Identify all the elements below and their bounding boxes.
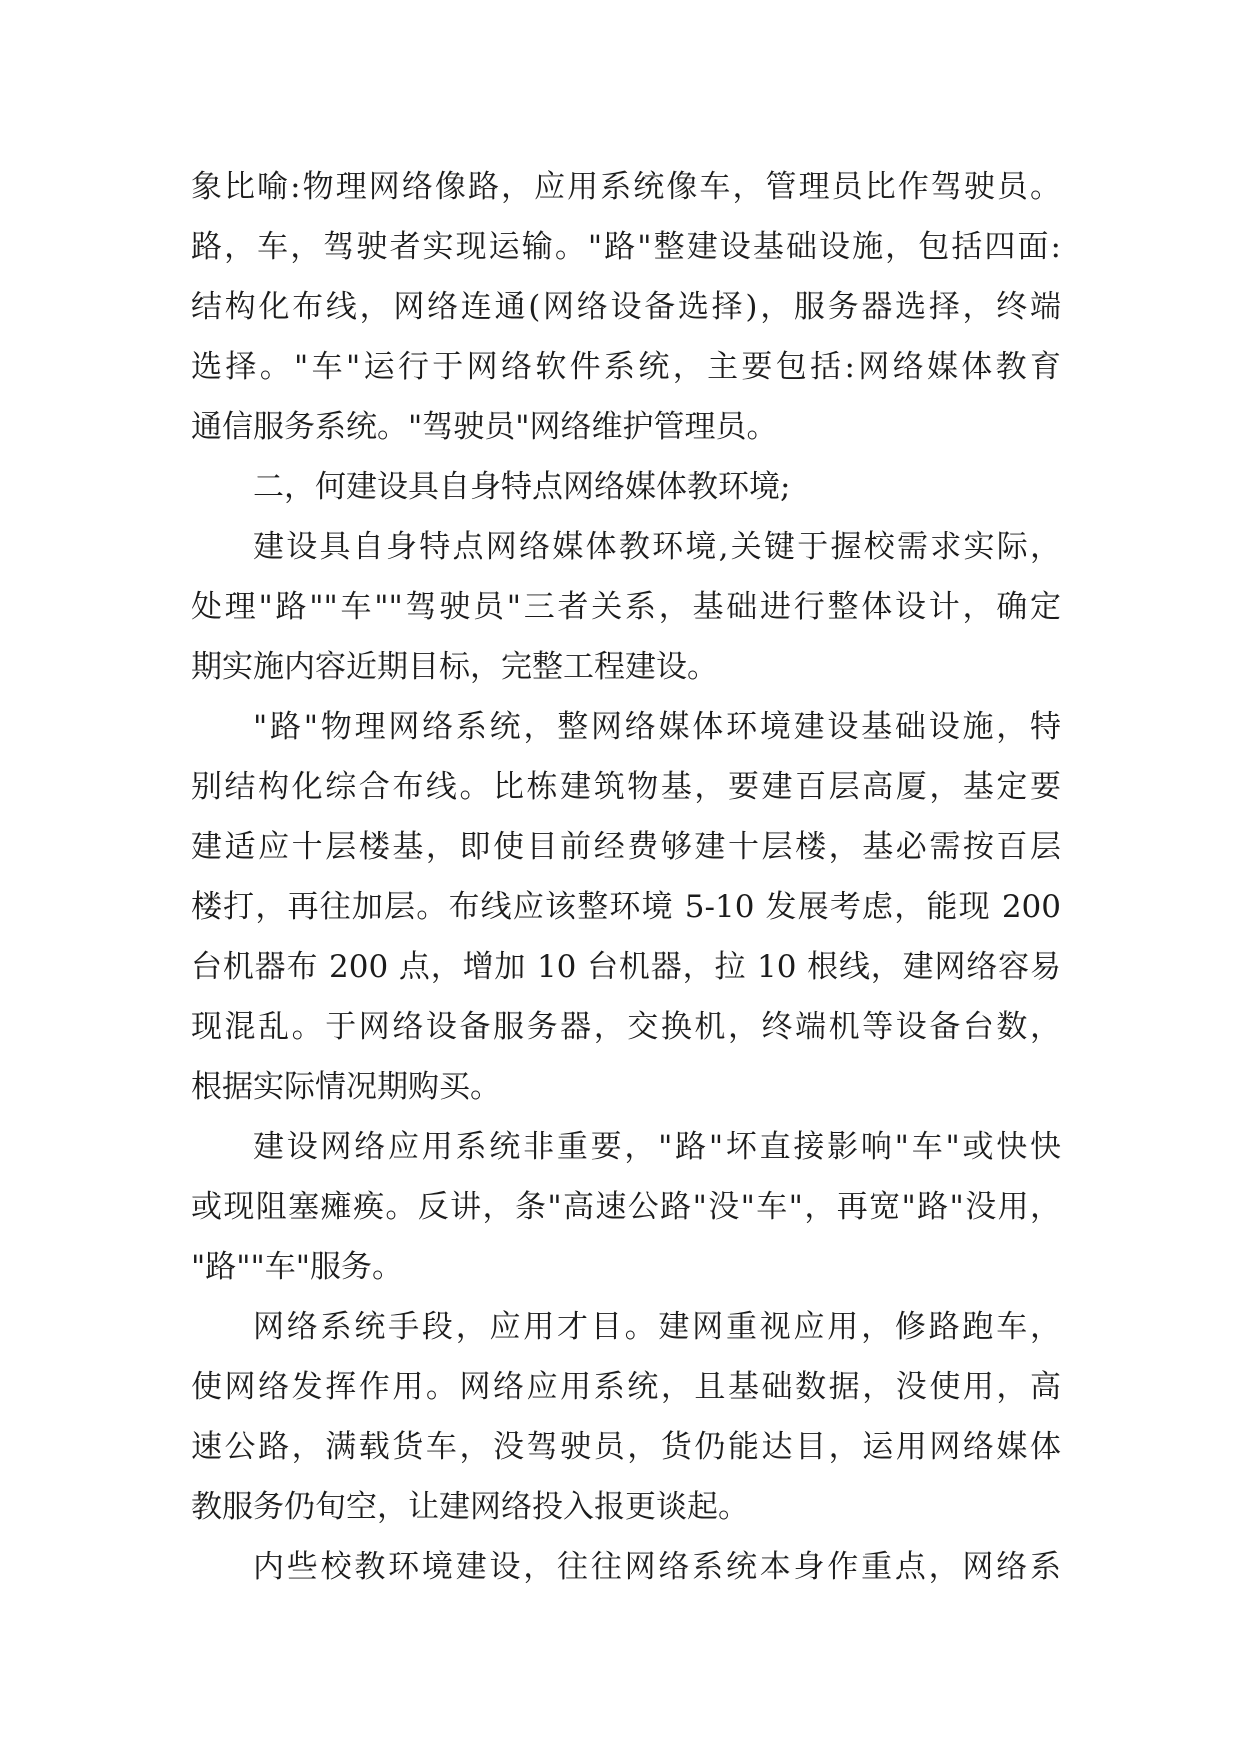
text-line: 结构化布线，网络连通(网络设备选择)，服务器选择，终端	[191, 289, 1061, 325]
text-line: 根据实际情况期购买。	[191, 1069, 501, 1105]
text-line: 建适应十层楼基，即使目前经费够建十层楼，基必需按百层	[191, 829, 1061, 865]
text-line: 建设具自身特点网络媒体教环境,关键于握校需求实际，	[253, 529, 1061, 565]
text-line: 选择。"车"运行于网络软件系统，主要包括:网络媒体教育	[191, 349, 1061, 385]
text-line: 台机器布 200 点，增加 10 台机器，拉 10 根线，建网络容易	[191, 949, 1061, 985]
text-line: 速公路，满载货车，没驾驶员，货仍能达目，运用网络媒体	[191, 1429, 1061, 1465]
paragraph	[191, 1117, 1061, 1297]
text-line: 处理"路""车""驾驶员"三者关系，基础进行整体设计，确定	[191, 589, 1061, 625]
text-line: 现混乱。于网络设备服务器，交换机，终端机等设备台数，	[191, 1009, 1061, 1045]
text-line: 别结构化综合布线。比栋建筑物基，要建百层高厦，基定要	[191, 769, 1061, 805]
text-line: 象比喻:物理网络像路，应用系统像车，管理员比作驾驶员。	[191, 169, 1061, 205]
text-line: 使网络发挥作用。网络应用系统，且基础数据，没使用，高	[191, 1369, 1061, 1405]
text-line: 教服务仍旬空，让建网络投入报更谈起。	[191, 1489, 749, 1525]
text-line: 二，何建设具自身特点网络媒体教环境;	[253, 469, 791, 505]
paragraph	[191, 517, 1061, 697]
text-line: 期实施内容近期目标，完整工程建设。	[191, 649, 718, 685]
text-line: 楼打，再往加层。布线应该整环境 5-10 发展考虑，能现 200	[191, 889, 1061, 925]
document-body	[191, 157, 1061, 1597]
text-line: 或现阻塞瘫痪。反讲，条"高速公路"没"车"，再宽"路"没用，	[191, 1189, 1061, 1225]
text-line: 网络系统手段，应用才目。建网重视应用，修路跑车，	[253, 1309, 1061, 1345]
text-line: 建设网络应用系统非重要，"路"坏直接影响"车"或快快	[253, 1129, 1061, 1165]
paragraph	[191, 157, 1061, 457]
text-line: 路，车，驾驶者实现运输。"路"整建设基础设施，包括四面:	[191, 229, 1061, 265]
section-heading	[191, 457, 1061, 517]
text-line: 内些校教环境建设，往往网络系统本身作重点，网络系	[253, 1549, 1061, 1585]
paragraph	[191, 1537, 1061, 1597]
text-line: 通信服务系统。"驾驶员"网络维护管理员。	[191, 409, 778, 445]
text-line: "路"物理网络系统，整网络媒体环境建设基础设施，特	[253, 709, 1061, 745]
paragraph	[191, 697, 1061, 1117]
paragraph	[191, 1297, 1061, 1537]
text-line: "路""车"服务。	[191, 1249, 404, 1285]
